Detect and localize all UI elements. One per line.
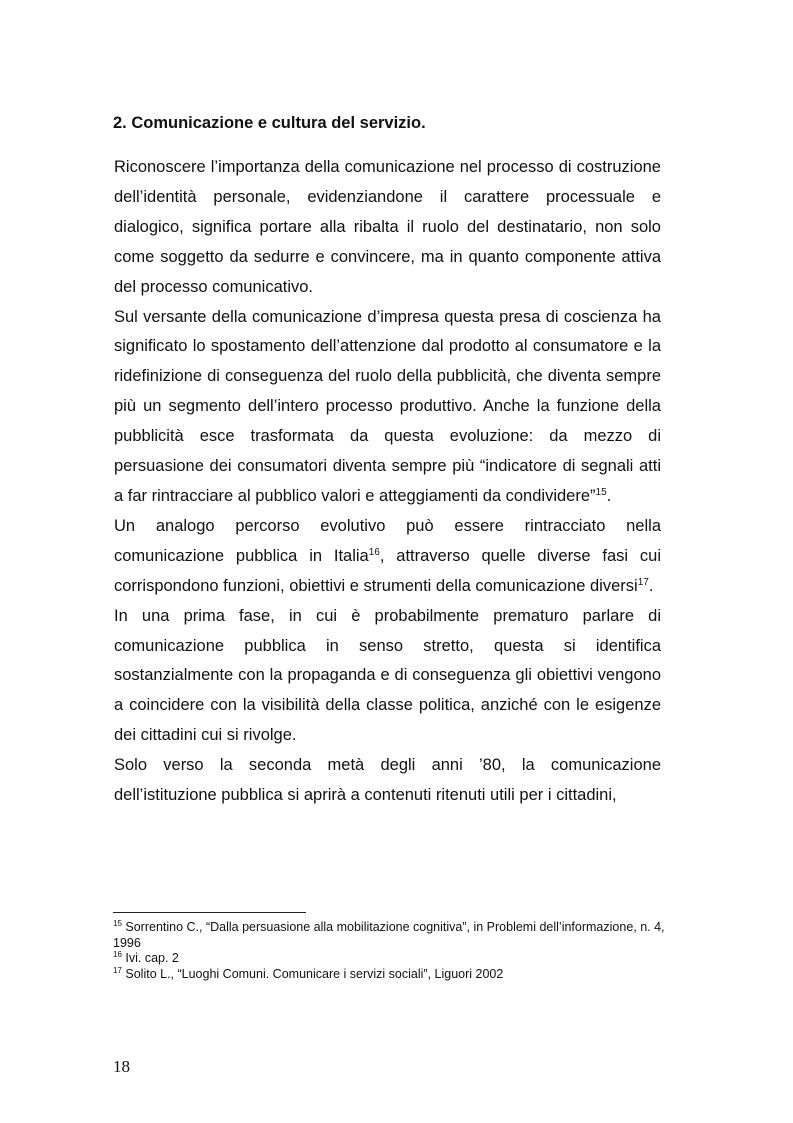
footnotes — [113, 920, 673, 982]
footnote-text: Ivi. cap. 2 — [121, 951, 179, 965]
paragraph-3 — [114, 512, 661, 602]
footnote-number: 16 — [113, 950, 122, 959]
footnote-number: 17 — [113, 965, 122, 975]
footnote-15 — [113, 920, 673, 951]
paragraph-2-text: Sul versante della comunicazione d’impresa questa presa di coscienza ha significato lo spostamento dell’attenzione dal prodotto al consumatore e la ridefinizione di conseguenza del ruolo della pubblicità, che diventa sempre più un segmento dell’intero processo produttivo. Anche la funzione della pubblicità esce trasformata da questa evoluzione: da mezzo di persuasione dei consumatori diventa sempre più “indicatore di segnali atti a far rintracciare al pubblico valori e atteggiamenti da condividere” — [114, 307, 661, 505]
footnote-17 — [113, 967, 673, 983]
footnote-16 — [113, 951, 673, 967]
paragraph-2 — [114, 303, 661, 512]
paragraph-1: Riconoscere l’importanza della comunicazione nel processo di costruzione dell’identità personale, evidenziandone il carattere processuale e dialogico, significa portare alla ribalta il ruolo del destinatario, non solo come soggetto da sedurre e convincere, ma in quanto componente attiva del processo comunicativo. — [114, 158, 661, 296]
paragraph-2-end: . — [606, 486, 612, 505]
footnote-ref-15: 15 — [595, 486, 607, 498]
footnote-text: Sorrentino C., “Dalla persuasione alla mobilitazione cognitiva”, in Problemi dell’informazione, n. 4, 1996 — [113, 920, 665, 950]
section-heading: 2. Comunicazione e cultura del servizio. — [113, 114, 426, 132]
paragraph-3-end: . — [648, 576, 654, 595]
paragraph-3-text-a: Un analogo percorso evolutivo può essere rintracciato nella comunicazione pubblica in Italia — [114, 516, 661, 565]
footnote-ref-17: 17 — [637, 576, 649, 588]
page-number: 18 — [113, 1057, 130, 1076]
footnote-ref-16: 16 — [368, 546, 380, 558]
paragraph-5: Solo verso la seconda metà degli anni ’80, la comunicazione dell’istituzione pubblica si aprirà a contenuti ritenuti utili per i cittadini, — [114, 756, 661, 805]
footnote-number: 15 — [113, 919, 122, 928]
body-text — [114, 153, 661, 811]
footnote-separator — [113, 912, 306, 913]
paragraph-4: In una prima fase, in cui è probabilmente prematuro parlare di comunicazione pubblica in senso stretto, questa si identifica sostanzialmente con la propaganda e di conseguenza gli obiettivi vengono a coincidere con la visibilità della classe politica, anziché con le esigenze dei cittadini cui si rivolge. — [114, 606, 661, 745]
footnote-text: Solito L., “Luoghi Comuni. Comunicare i servizi sociali”, Liguori 2002 — [121, 966, 504, 981]
paragraph-3-text-b: , attraverso quelle diverse fasi cui corrispondono funzioni, obiettivi e strumenti della comunicazione diversi — [114, 546, 661, 595]
